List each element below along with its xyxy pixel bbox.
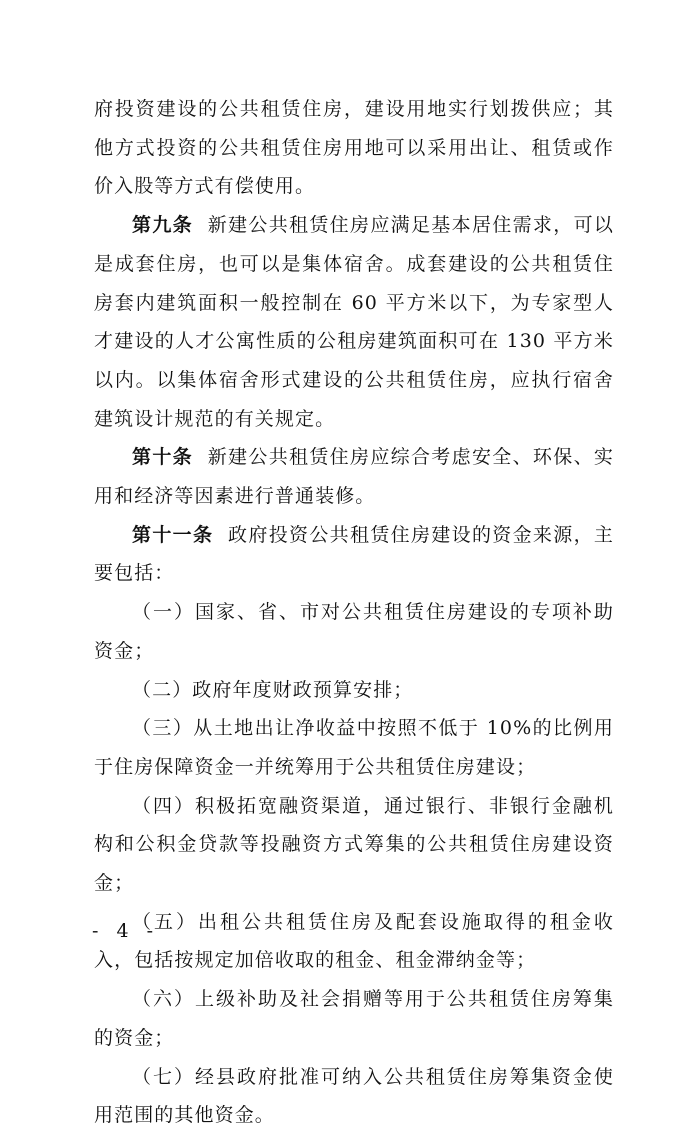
article-heading: 第十一条: [132, 523, 214, 546]
list-item-7: （七）经县政府批准可纳入公共租赁住房筹集资金使用范围的其他资金。: [94, 1065, 614, 1127]
page-number: - 4 -: [92, 920, 160, 942]
list-item-3: （三）从土地出让净收益中按照不低于 10%的比例用于住房保障资金一并统筹用于公共租赁住房建设；: [94, 717, 614, 778]
article-11-paragraph: 第十一条 政府投资公共租赁住房建设的资金来源，主要包括：: [94, 523, 615, 585]
list-item-5: （五）出租公共租赁住房及配套设施取得的租金收入，包括按规定加倍收取的租金、租金滞纳金等；: [94, 910, 614, 972]
document-body: [94, 90, 614, 1135]
article-9-paragraph: 第九条 新建公共租赁住房应满足基本居住需求，可以是成套住房，也可以是集体宿舍。成套建设的公共租赁住房套内建筑面积一般控制在 60 平方米以下，为专家型人才建设的人才公寓性质的公租房建筑面积可在 130 平方米以内。以集体宿舍形式建设的公共租赁住房，应执行宿舍建筑设计规范的有关规定。: [94, 214, 614, 430]
article-10-paragraph: 第十条 新建公共租赁住房应综合考虑安全、环保、实用和经济等因素进行普通装修。: [94, 446, 614, 508]
list-item-4: （四）积极拓宽融资渠道，通过银行、非银行金融机构和公积金贷款等投融资方式筹集的公共租赁住房建设资金；: [94, 794, 614, 895]
list-item-6: （六）上级补助及社会捐赠等用于公共租赁住房筹集的资金；: [94, 988, 614, 1049]
article-heading: 第十条: [132, 446, 193, 469]
paragraph-continued: 府投资建设的公共租赁住房，建设用地实行划拨供应；其他方式投资的公共租赁住房用地可以采用出让、租赁或作价入股等方式有偿使用。: [94, 98, 614, 198]
article-heading: 第九条: [132, 214, 193, 237]
list-item-2: （二）政府年度财政预算安排；: [132, 678, 414, 701]
list-item-1: （一）国家、省、市对公共租赁住房建设的专项补助资金；: [94, 601, 614, 662]
